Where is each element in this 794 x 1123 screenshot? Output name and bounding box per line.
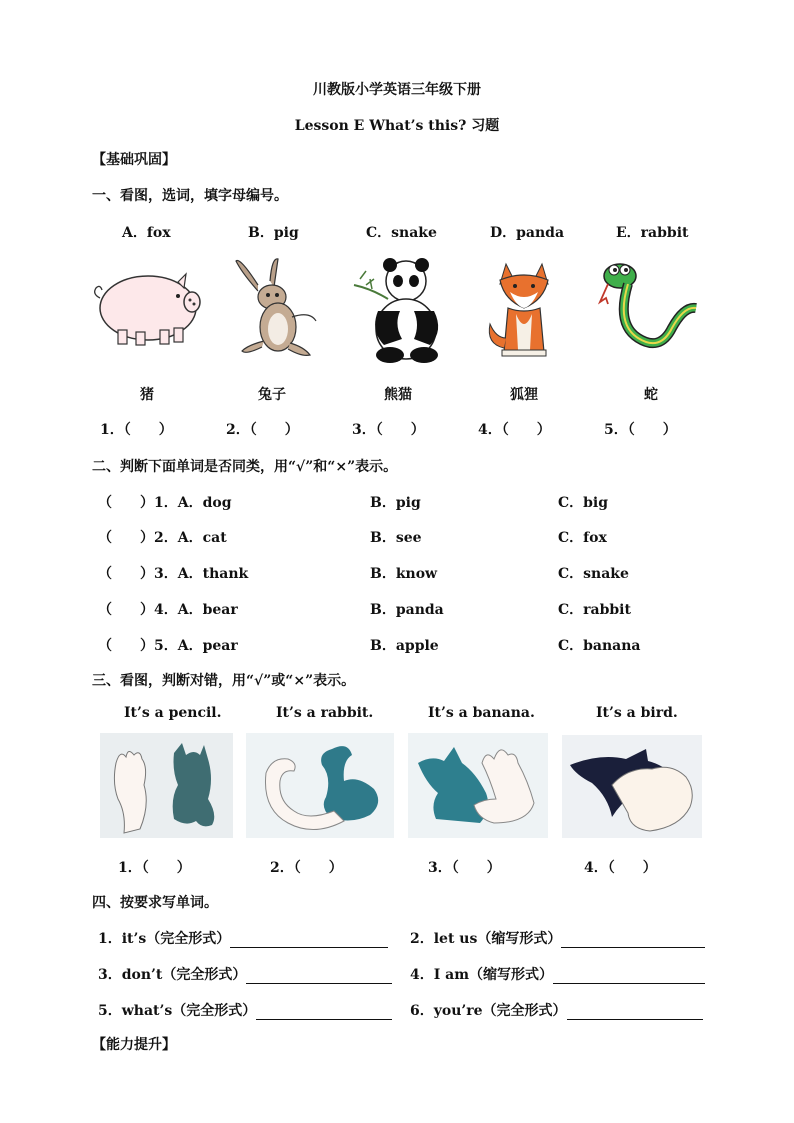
write-blank-1[interactable] xyxy=(230,933,388,948)
option-e: E．rabbit xyxy=(616,225,689,241)
answer-blank-2[interactable]: 2．（ ） xyxy=(226,422,299,438)
write-blank-4[interactable] xyxy=(553,969,705,984)
write-item-1 xyxy=(98,928,388,948)
write-item-6-label: 6．you’re（完全形式） xyxy=(410,1003,567,1019)
judge-row-5-c: C．banana xyxy=(558,638,641,654)
question-1-title: 一、看图，选词，填字母编号。 xyxy=(92,188,288,204)
shadow-answer-4[interactable]: 4．（ ） xyxy=(584,860,657,876)
judge-row-3-b: B．know xyxy=(370,566,438,582)
section-label-basic: 【基础巩固】 xyxy=(92,152,176,168)
judge-row-1[interactable]: （ ）1．A．dog xyxy=(98,495,232,511)
option-b: B．pig xyxy=(248,225,299,241)
judge-row-3[interactable]: （ ）3．A．thank xyxy=(98,566,249,582)
answer-blank-5[interactable]: 5．（ ） xyxy=(604,422,677,438)
judge-row-5-b: B．apple xyxy=(370,638,439,654)
caption-4: It’s a bird. xyxy=(596,705,678,721)
shadow-answer-2[interactable]: 2．（ ） xyxy=(270,860,343,876)
caption-2: It’s a rabbit. xyxy=(276,705,374,721)
shadow-bird-icon xyxy=(562,735,702,838)
write-item-1-label: 1．it’s（完全形式） xyxy=(98,931,231,947)
shadow-swan-icon xyxy=(246,733,394,838)
caption-1: It’s a pencil. xyxy=(124,705,222,721)
write-item-6 xyxy=(410,1000,703,1020)
judge-row-1-c: C．big xyxy=(558,495,609,511)
judge-row-1-b: B．pig xyxy=(370,495,421,511)
judge-row-4-b: B．panda xyxy=(370,602,444,618)
judge-row-2-b: B．see xyxy=(370,530,422,546)
write-item-4 xyxy=(410,964,705,984)
write-blank-2[interactable] xyxy=(561,933,705,948)
write-item-2-label: 2．let us（缩写形式） xyxy=(410,931,562,947)
caption-3: It’s a banana. xyxy=(428,705,535,721)
option-d: D．panda xyxy=(490,225,565,241)
animal-name-panda: 熊猫 xyxy=(384,387,412,403)
write-item-5-label: 5．what’s（完全形式） xyxy=(98,1003,257,1019)
write-item-3 xyxy=(98,964,392,984)
write-blank-6[interactable] xyxy=(567,1005,703,1020)
judge-row-2[interactable]: （ ）2．A．cat xyxy=(98,530,227,546)
write-item-4-label: 4．I am（缩写形式） xyxy=(410,967,554,983)
answer-blank-1[interactable]: 1．（ ） xyxy=(100,422,173,438)
rabbit-icon xyxy=(228,255,328,365)
option-a: A．fox xyxy=(122,225,171,241)
answer-blank-4[interactable]: 4．（ ） xyxy=(478,422,551,438)
fox-icon xyxy=(484,258,564,366)
page-subtitle: Lesson E What’s this? 习题 xyxy=(294,118,500,134)
write-item-3-label: 3．don’t（完全形式） xyxy=(98,967,247,983)
question-4-title: 四、按要求写单词。 xyxy=(92,895,218,911)
judge-row-2-c: C．fox xyxy=(558,530,607,546)
page-title: 川教版小学英语三年级下册 xyxy=(313,82,481,98)
animal-name-snake: 蛇 xyxy=(644,387,658,403)
question-3-title: 三、看图，判断对错，用“√”或“×”表示。 xyxy=(92,673,356,689)
animal-name-rabbit: 兔子 xyxy=(258,387,286,403)
shadow-dog-icon xyxy=(408,733,548,838)
judge-row-3-c: C．snake xyxy=(558,566,629,582)
judge-row-4[interactable]: （ ）4．A．bear xyxy=(98,602,238,618)
snake-icon xyxy=(596,258,702,362)
write-blank-3[interactable] xyxy=(246,969,392,984)
section-label-advanced: 【能力提升】 xyxy=(92,1037,176,1053)
option-c: C．snake xyxy=(366,225,437,241)
shadow-answer-3[interactable]: 3．（ ） xyxy=(428,860,501,876)
write-blank-5[interactable] xyxy=(256,1005,392,1020)
animal-name-fox: 狐狸 xyxy=(510,387,538,403)
judge-row-5[interactable]: （ ）5．A．pear xyxy=(98,638,238,654)
judge-row-4-c: C．rabbit xyxy=(558,602,631,618)
write-item-2 xyxy=(410,928,705,948)
shadow-answer-1[interactable]: 1．（ ） xyxy=(118,860,191,876)
animal-name-pig: 猪 xyxy=(140,387,154,403)
answer-blank-3[interactable]: 3．（ ） xyxy=(352,422,425,438)
pig-icon xyxy=(90,268,205,348)
write-item-5 xyxy=(98,1000,392,1020)
shadow-cat-icon xyxy=(100,733,233,838)
question-2-title: 二、判断下面单词是否同类，用“√”和“×”表示。 xyxy=(92,459,398,475)
panda-icon xyxy=(350,255,450,365)
